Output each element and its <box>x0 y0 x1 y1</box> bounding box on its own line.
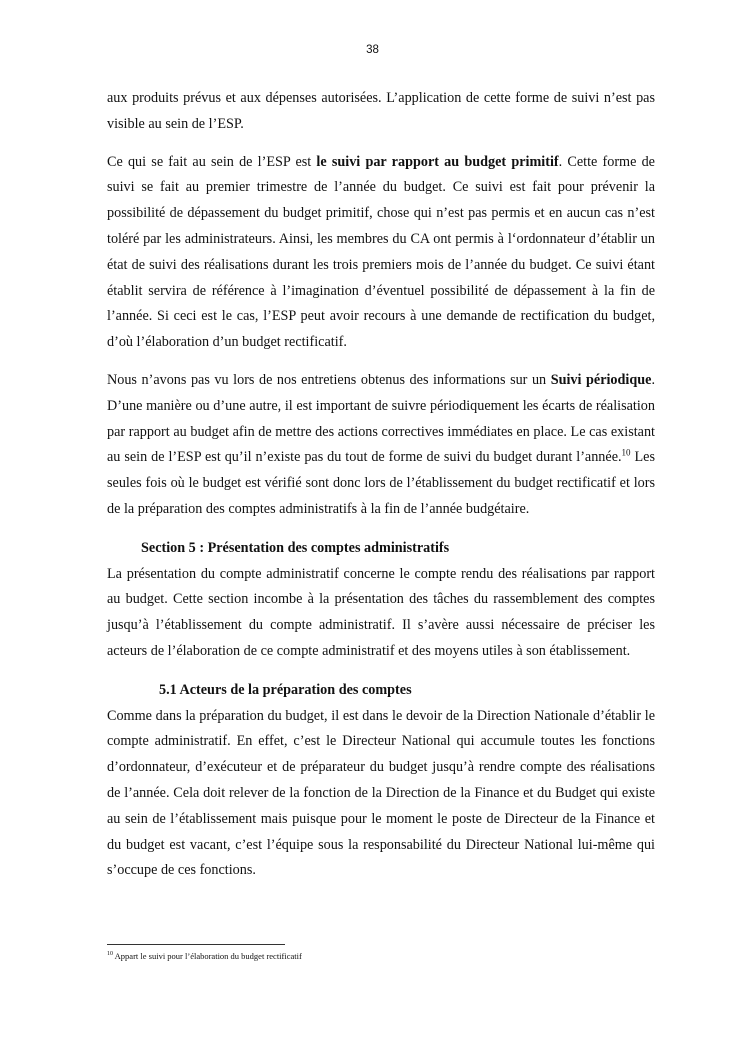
paragraph-2-text-a: Ce qui se fait au sein de l’ESP est <box>107 153 317 170</box>
footnote-divider <box>107 944 285 945</box>
paragraph-4: La présentation du compte administratif concerne le compte rendu des réalisations par rapport au budget. Cette section incombe à la présentation des tâches du rassemblement des comptes jusqu’à l’établissement du compte administratif. Il s’avère aussi nécessaire de préciser les acteurs de l’élaboration de ce compte administratif et des moyens utiles à son établissement. <box>107 565 655 659</box>
section-5-heading: Section 5 : Présentation des comptes administratifs <box>141 539 450 556</box>
paragraph-3-text-c: Les seules fois où le budget est vérifié sont donc lors de l’établissement du budget rectificatif et lors de la préparation des comptes administratifs à la fin de l’année budgétaire. <box>107 449 655 517</box>
paragraph-1: aux produits prévus et aux dépenses autorisées. L’application de cette forme de suivi n’est pas visible au sein de l’ESP. <box>107 90 655 132</box>
paragraph-2-text-b: . Cette forme de suivi se fait au premier trimestre de l’année du budget. Ce suivi est fait pour prévenir la possibilité de dépassement du budget primitif, chose qui n’est pas permis et en aucun cas n’est toléré par les administrateurs. Ainsi, les membres du CA ont permis à l‘ordonnateur d’établir un état de suivi des réalisations durant les trois premiers mois de l’année du budget. Ce suivi étant établit servira de référence à l’imagination d’éventuel possibilité de dépassement à la fin de l’année. Si ceci est le cas, l’ESP peut avoir recours à une demande de rectification du budget, d’où l’élaboration d’un budget rectificatif. <box>107 153 655 351</box>
page-number: 38 <box>366 44 379 56</box>
footnote-text: Appart le suivi pour l’élaboration du budget rectificatif <box>113 951 302 961</box>
subsection-5-1-heading: 5.1 Acteurs de la préparation des comptes <box>159 681 412 698</box>
footnote-reference[interactable]: 10 <box>621 447 631 458</box>
footnote-number: 10 <box>107 951 113 958</box>
footnote <box>107 951 302 962</box>
paragraph-3-text-a: Nous n’avons pas vu lors de nos entretiens obtenus des informations sur un <box>107 371 551 388</box>
paragraph-5: Comme dans la préparation du budget, il est dans le devoir de la Direction Nationale d’établir le compte administratif. En effet, c’est le Directeur National qui accumule toutes les fonctions d’ordonnateur, d’exécuteur et de préparateur du budget jusqu’à rendre compte des réalisations de l’année. Cela doit relever de la fonction de la Direction de la Finance et du Budget qui existe au sein de l’établissement mais puisque pour le moment le poste de Directeur de la Finance et du budget est vacant, c’est l’équipe sous la responsabilité du Directeur National lui-même qui s’occupe de ces fonctions. <box>107 707 655 879</box>
paragraph-3-emphasis: Suivi périodique <box>550 371 652 388</box>
paragraph-3 <box>107 368 655 523</box>
page-body <box>107 86 655 884</box>
paragraph-3-text-b: . D’une manière ou d’une autre, il est important de suivre périodiquement les écarts de réalisation par rapport au budget afin de mettre des actions correctives immédiates en place. Le cas existant au sein de l’ESP est qu’il n’existe pas du tout de forme de suivi du budget durant l’année. <box>107 371 655 466</box>
paragraph-2 <box>107 150 655 356</box>
paragraph-2-emphasis: le suivi par rapport au budget primitif <box>316 153 559 170</box>
